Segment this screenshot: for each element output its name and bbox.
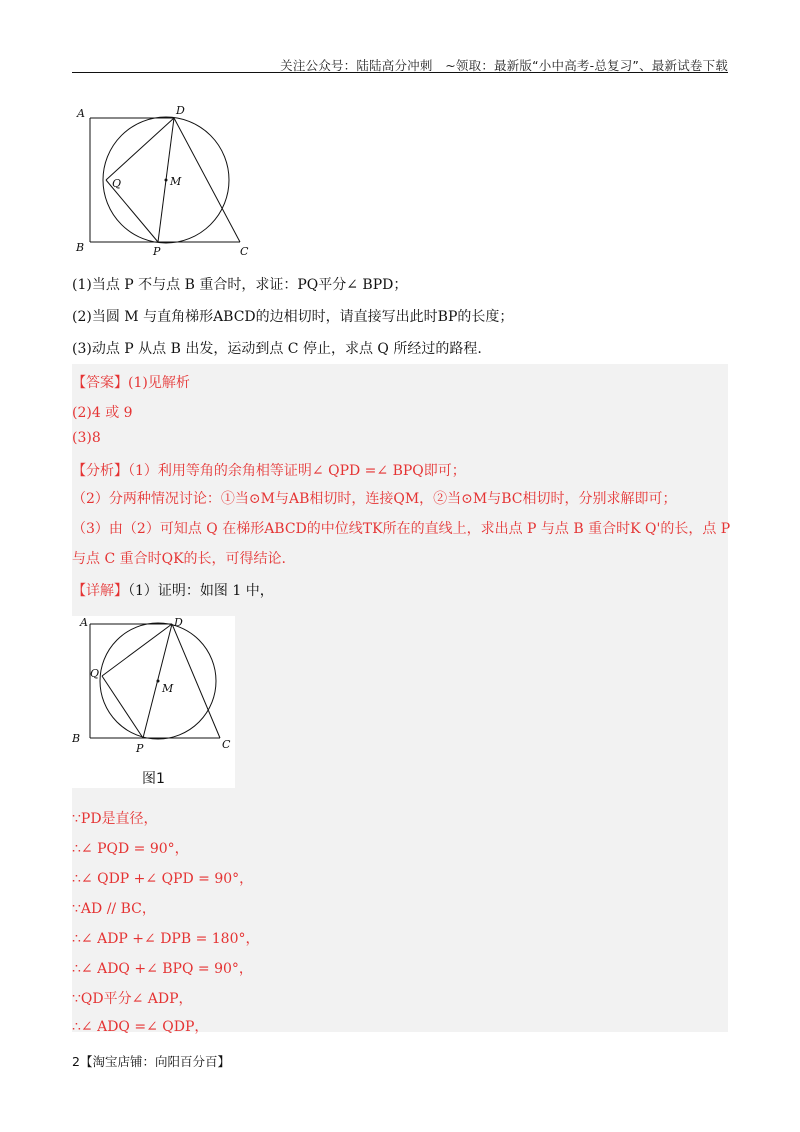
answer-line-1 bbox=[72, 372, 190, 392]
geometry-figure-1 bbox=[72, 100, 262, 262]
figure-caption: 图1 bbox=[142, 771, 165, 787]
proof-line-8: ∴∠ ADQ =∠ QDP， bbox=[72, 1019, 209, 1035]
label-a: A bbox=[80, 616, 88, 629]
proof-line-1: ∵PD是直径， bbox=[72, 811, 158, 827]
segment-qd bbox=[102, 624, 172, 676]
proof-line-5: ∴∠ ADP +∠ DPB = 180°， bbox=[72, 931, 260, 947]
label-b: B bbox=[76, 241, 85, 254]
segment-qd bbox=[106, 118, 174, 180]
question-2: (2)当圆 M 与直角梯形ABCD的边相切时，请直接写出此时BP的长度； bbox=[72, 309, 514, 325]
label-b: B bbox=[72, 732, 81, 745]
label-p: P bbox=[136, 742, 144, 755]
label-p: P bbox=[153, 245, 161, 258]
label-m: M bbox=[170, 175, 182, 188]
page-footer: 2【淘宝店铺：向阳百分百】 bbox=[72, 1054, 230, 1069]
center-m-dot bbox=[157, 680, 160, 683]
page-header: 关注公众号：陆陆高分冲刺 ~领取：最新版“小中高考-总复习”、最新试卷下载 bbox=[280, 58, 728, 73]
question-1: (1)当点 P 不与点 B 重合时，求证：PQ平分∠ BPD； bbox=[72, 277, 408, 293]
analysis-line-1 bbox=[72, 460, 466, 480]
proof-line-3: ∴∠ QDP +∠ QPD = 90°， bbox=[72, 871, 254, 887]
label-m: M bbox=[162, 682, 174, 695]
label-d: D bbox=[174, 616, 183, 629]
analysis-tag: 【分析】 bbox=[72, 463, 128, 479]
label-a: A bbox=[77, 107, 85, 120]
label-q: Q bbox=[112, 177, 122, 190]
analysis-line-2: （2）分两种情况讨论：①当⊙M与AB相切时，连接QM，②当⊙M与BC相切时，分别求解即可； bbox=[72, 491, 677, 507]
answer-tag: 【答案】 bbox=[72, 375, 128, 391]
analysis-part-1: （1）利用等角的余角相等证明∠ QPD =∠ BPQ即可； bbox=[128, 463, 466, 479]
question-3: (3)动点 P 从点 B 出发，运动到点 C 停止，求点 Q 所经过的路程. bbox=[72, 341, 482, 357]
segment-dc bbox=[174, 118, 240, 242]
label-c: C bbox=[222, 738, 231, 751]
figure-2-container bbox=[72, 616, 235, 788]
analysis-line-4: 与点 C 重合时QK的长，可得结论. bbox=[72, 551, 286, 567]
label-d: D bbox=[176, 104, 185, 117]
detail-intro: （1）证明：如图 1 中， bbox=[128, 583, 274, 599]
proof-line-7: ∵QD平分∠ ADP， bbox=[72, 991, 193, 1007]
proof-line-4: ∵AD // BC， bbox=[72, 901, 156, 917]
center-m-dot bbox=[165, 179, 168, 182]
header-divider bbox=[72, 72, 728, 73]
proof-line-2: ∴∠ PQD = 90°， bbox=[72, 841, 189, 857]
label-c: C bbox=[240, 245, 249, 258]
answer-line-2: (2)4 或 9 bbox=[72, 405, 133, 421]
proof-line-6: ∴∠ ADQ +∠ BPQ = 90°， bbox=[72, 961, 253, 977]
segment-dc bbox=[172, 624, 220, 738]
answer-line-3: (3)8 bbox=[72, 430, 101, 446]
analysis-line-3: （3）由（2）可知点 Q 在梯形ABCD的中位线TK所在的直线上，求出点 P 与点 B 重合时K Q'的长，点 P bbox=[72, 521, 731, 537]
answer-part-1: (1)见解析 bbox=[128, 375, 190, 391]
label-q: Q bbox=[90, 667, 100, 680]
detail-tag: 【详解】 bbox=[72, 583, 128, 599]
detail-line bbox=[72, 580, 274, 600]
geometry-figure-2 bbox=[72, 616, 235, 766]
segment-qp bbox=[102, 676, 143, 738]
